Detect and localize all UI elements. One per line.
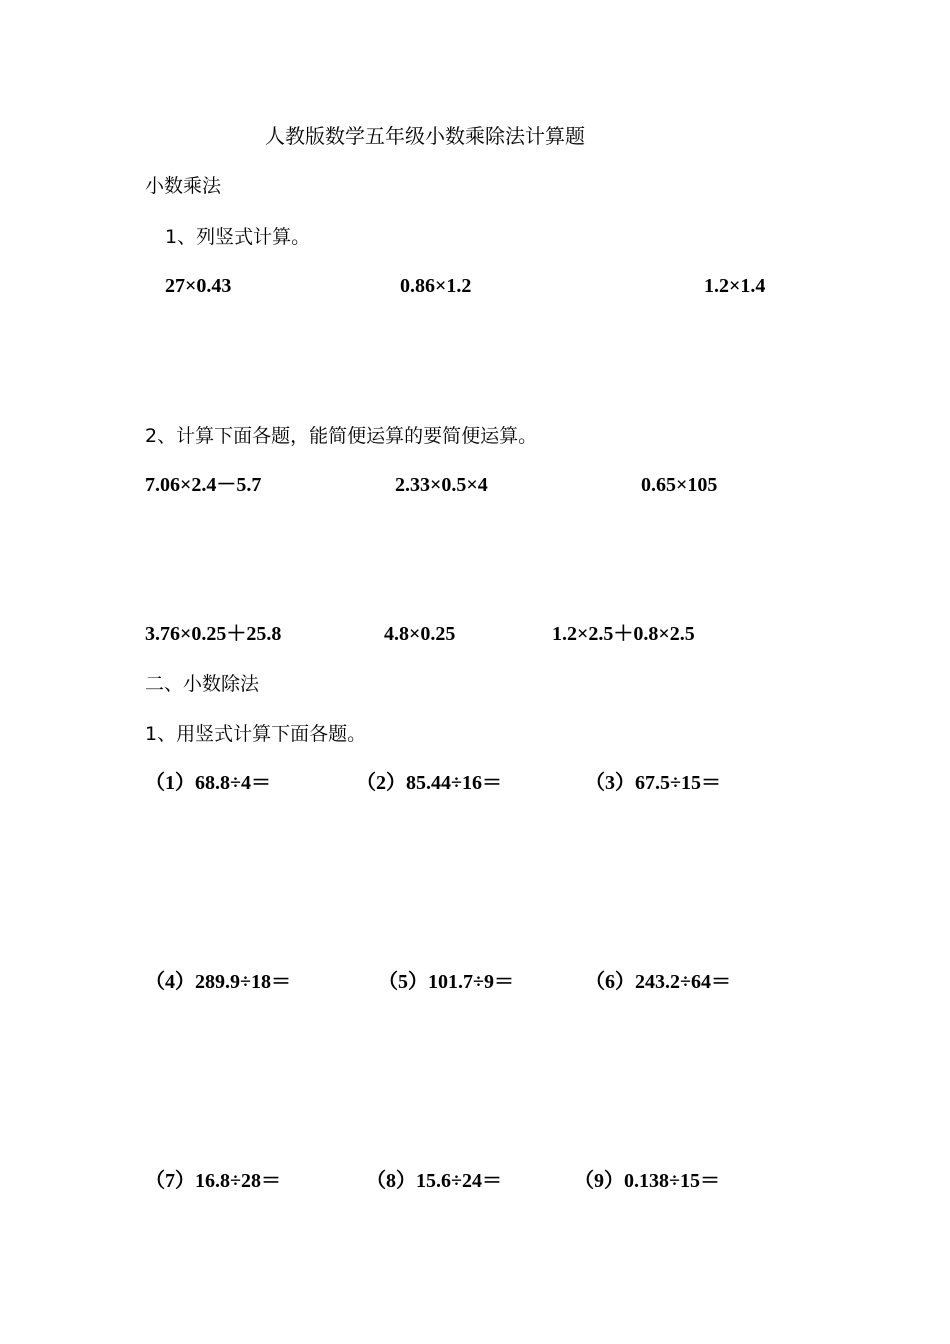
problem-simplify-4: 3.76×0.25＋25.8 [145, 623, 282, 645]
section-heading-multiplication: 小数乘法 [145, 175, 222, 197]
problem-simplify-5: 4.8×0.25 [384, 623, 456, 645]
problem-div-4: （4）289.9÷18＝ [145, 971, 291, 993]
problem-mult-2: 0.86×1.2 [400, 275, 472, 297]
problem-div-5: （5）101.7÷9＝ [378, 971, 514, 993]
section-heading-division: 二、小数除法 [145, 673, 260, 695]
problem-div-6: （6）243.2÷64＝ [585, 971, 731, 993]
problem-simplify-2: 2.33×0.5×4 [395, 474, 488, 496]
problem-simplify-1: 7.06×2.4－5.7 [145, 474, 262, 496]
problem-simplify-3: 0.65×105 [641, 474, 718, 496]
problem-div-7: （7）16.8÷28＝ [145, 1170, 281, 1192]
problem-div-9: （9）0.138÷15＝ [574, 1170, 720, 1192]
problem-mult-3: 1.2×1.4 [704, 275, 766, 297]
problem-div-8: （8）15.6÷24＝ [366, 1170, 502, 1192]
problem-simplify-6: 1.2×2.5＋0.8×2.5 [552, 623, 695, 645]
instruction-division-vertical: 1、用竖式计算下面各题。 [145, 723, 367, 745]
problem-div-2: （2）85.44÷16＝ [356, 772, 502, 794]
problem-div-3: （3）67.5÷15＝ [585, 772, 721, 794]
instruction-simplify: 2、计算下面各题，能简便运算的要简便运算。 [145, 425, 538, 447]
instruction-vertical-calc: 1、列竖式计算。 [165, 226, 311, 248]
page-title: 人教版数学五年级小数乘除法计算题 [265, 124, 585, 148]
problem-div-1: （1）68.8÷4＝ [145, 772, 271, 794]
problem-mult-1: 27×0.43 [165, 275, 232, 297]
